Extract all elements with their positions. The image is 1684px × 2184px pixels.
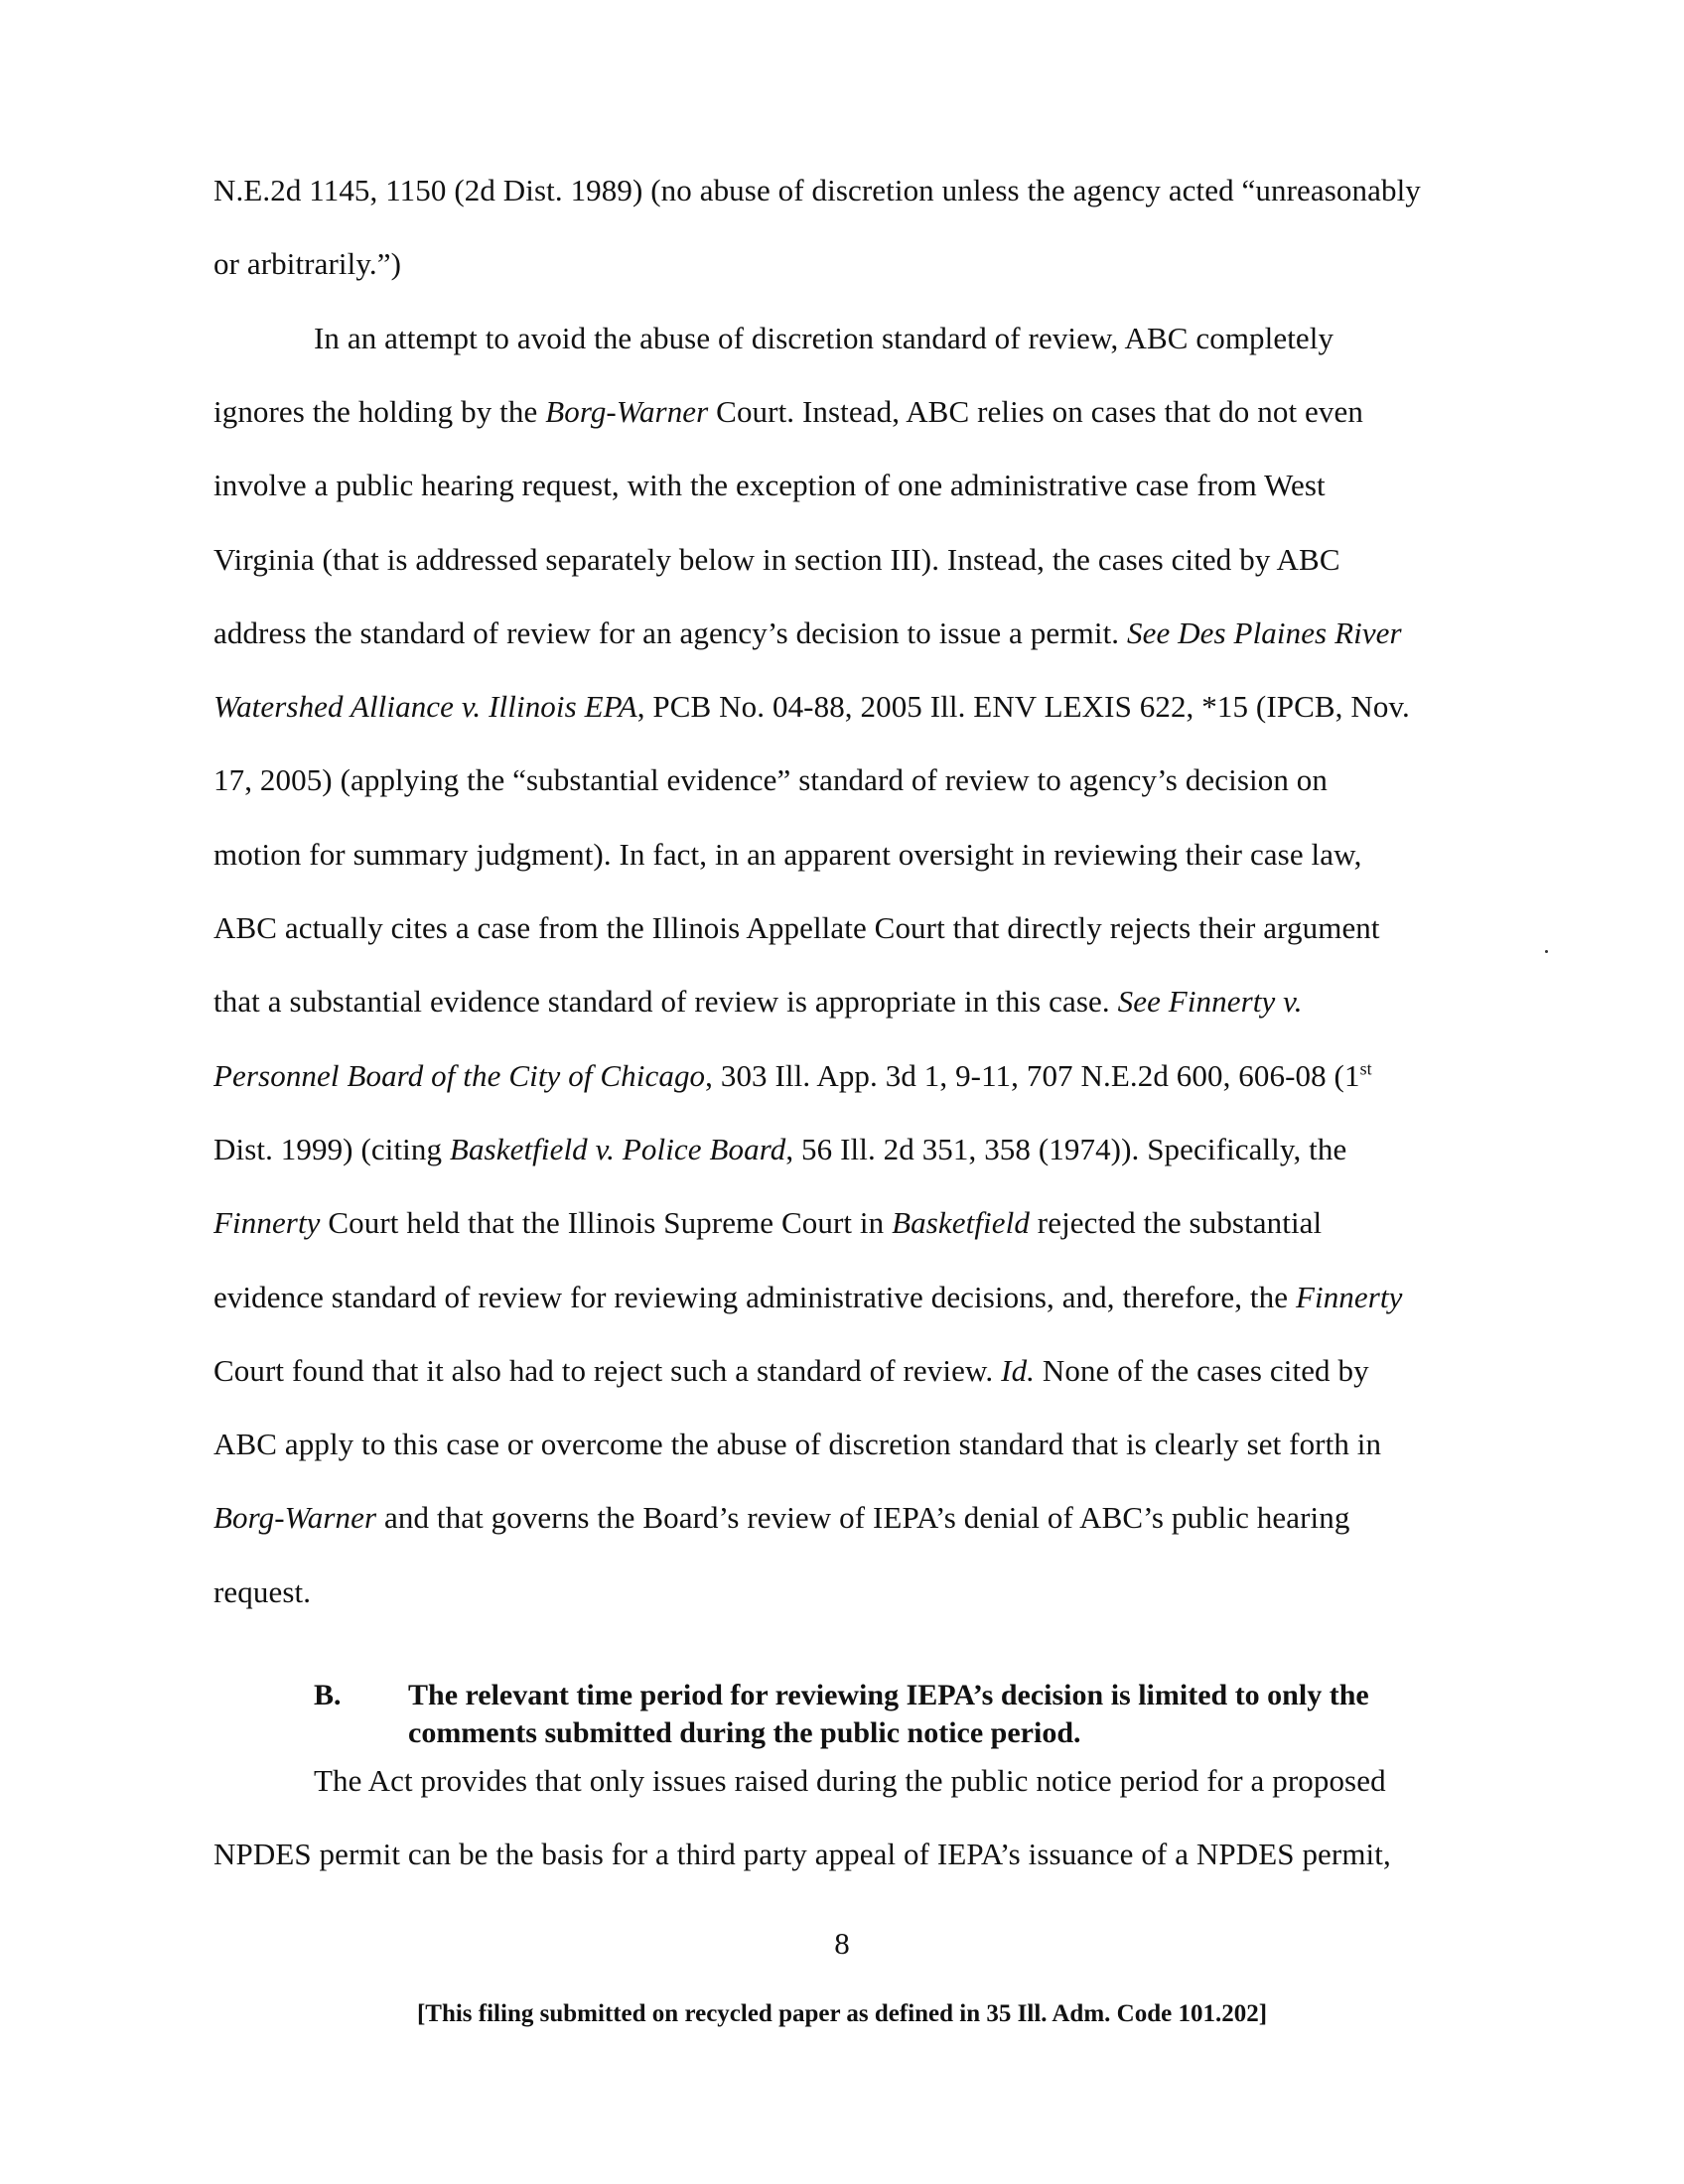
text-line — [213, 1278, 1403, 1317]
italic-citation: Watershed Alliance v. Illinois EPA — [213, 689, 637, 725]
text-run: In an attempt to avoid the abuse of discretion standard of review, ABC completely — [314, 320, 1334, 355]
text-line — [213, 1572, 311, 1612]
text-line — [213, 835, 1361, 875]
text-run: , 56 Ill. 2d 351, 358 (1974)). Specifically, the — [785, 1131, 1347, 1166]
text-line — [213, 982, 1303, 1022]
text-line — [213, 760, 1328, 800]
page-number: 8 — [834, 1926, 850, 1961]
text-line — [213, 1498, 1349, 1538]
text-line — [213, 540, 1340, 580]
text-line — [213, 614, 1402, 653]
text-line — [213, 1203, 1322, 1243]
italic-citation: Finnerty — [213, 1205, 321, 1241]
italic-citation: See Des Plaines River — [1127, 614, 1402, 650]
section-heading-line-2: comments submitted during the public notice period. — [408, 1716, 1081, 1749]
italic-citation: Id. — [1001, 1352, 1036, 1388]
italic-citation: Finnerty — [1295, 1279, 1403, 1314]
text-line — [213, 687, 1410, 727]
text-line — [213, 392, 1363, 432]
text-run: None of the cases cited by — [1035, 1352, 1369, 1388]
text-run: evidence standard of review for reviewing administrative decisions, and, therefore, the — [213, 1279, 1296, 1314]
italic-citation: See Finnerty v. — [1117, 984, 1303, 1020]
text-run: , 303 Ill. App. 3d 1, 9-11, 707 N.E.2d 600, 606-08 (1 — [705, 1057, 1360, 1093]
text-line — [213, 1835, 1391, 1874]
text-line — [213, 908, 1380, 948]
text-run: , PCB No. 04-88, 2005 Ill. ENV LEXIS 622, *15 (IPCB, Nov. — [636, 689, 1410, 725]
text-line — [213, 1056, 1372, 1096]
text-line — [314, 1761, 1386, 1801]
recycled-paper-footer: [This filing submitted on recycled paper as defined in 35 Ill. Adm. Code 101.202] — [416, 2000, 1268, 2027]
text-run: Virginia (that is addressed separately below in section III). Instead, the cases cited by ABC — [213, 541, 1340, 577]
text-run: involve a public hearing request, with the exception of one administrative case from West — [213, 468, 1326, 503]
text-line — [213, 1130, 1346, 1169]
text-line — [213, 466, 1326, 505]
text-run: Court. Instead, ABC relies on cases that do not even — [708, 393, 1363, 429]
text-run: N.E.2d 1145, 1150 (2d Dist. 1989) (no abuse of discretion unless the agency acted “unreasonably — [213, 173, 1421, 207]
text-run: rejected the substantial — [1029, 1205, 1323, 1241]
text-line — [213, 1351, 1369, 1391]
italic-citation: Borg-Warner — [545, 393, 709, 429]
text-run: and that governs the Board’s review of IEPA’s denial of ABC’s public hearing — [376, 1500, 1350, 1536]
section-heading-letter: B. — [314, 1679, 342, 1711]
text-run: The Act provides that only issues raised during the public notice period for a proposed — [314, 1763, 1386, 1798]
text-line — [213, 171, 1421, 210]
text-line — [213, 244, 401, 284]
italic-citation: Borg-Warner — [213, 1500, 377, 1536]
text-run: ABC actually cites a case from the Illinois Appellate Court that directly rejects their argument — [213, 910, 1380, 945]
superscript: st — [1359, 1058, 1372, 1079]
text-run: request. — [213, 1573, 312, 1609]
italic-citation: Personnel Board of the City of Chicago — [213, 1057, 706, 1093]
italic-citation: Basketfield — [892, 1205, 1030, 1241]
text-run: NPDES permit can be the basis for a third party appeal of IEPA’s issuance of a NPDES permit, — [213, 1837, 1391, 1872]
text-run: or arbitrarily.”) — [213, 246, 402, 282]
text-run: 17, 2005) (applying the “substantial evidence” standard of review to agency’s decision on — [213, 762, 1328, 798]
text-run: address the standard of review for an agency’s decision to issue a permit. — [213, 614, 1127, 650]
text-run: Court held that the Illinois Supreme Court in — [320, 1205, 893, 1241]
text-run: motion for summary judgment). In fact, in an apparent oversight in reviewing their case law, — [213, 836, 1362, 872]
text-run: that a substantial evidence standard of review is appropriate in this case. — [213, 984, 1118, 1020]
text-run: ABC apply to this case or overcome the abuse of discretion standard that is clearly set forth in — [213, 1427, 1382, 1462]
text-run: ignores the holding by the — [213, 393, 546, 429]
section-heading-line-1: The relevant time period for reviewing IEPA’s decision is limited to only the — [408, 1679, 1369, 1711]
text-run: Dist. 1999) (citing — [213, 1131, 450, 1166]
text-line — [213, 1425, 1381, 1464]
text-line — [314, 319, 1333, 358]
italic-citation: Basketfield v. Police Board — [449, 1131, 786, 1166]
scan-speck — [1545, 950, 1548, 953]
text-run: Court found that it also had to reject such a standard of review. — [213, 1352, 1002, 1388]
